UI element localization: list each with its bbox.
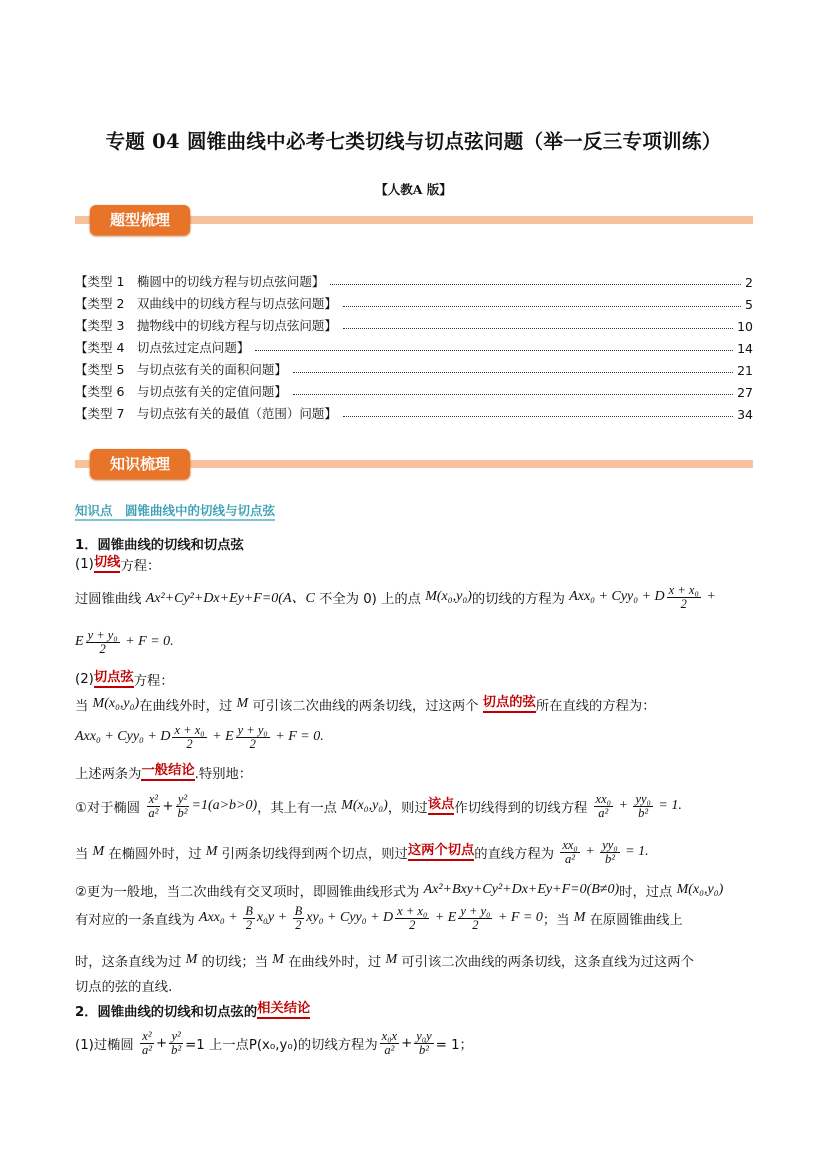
math-expression: +: [614, 798, 632, 813]
toc-page-number: 10: [737, 319, 753, 334]
fraction: [293, 905, 305, 932]
fraction: [176, 793, 190, 820]
math-expression: +: [581, 844, 599, 859]
body-line: [75, 996, 310, 1024]
numerator: x + x₀: [174, 722, 205, 737]
numerator: x + x₀: [397, 903, 428, 918]
denominator: 2: [409, 917, 416, 932]
numerator: B: [294, 903, 303, 918]
body-line: [75, 690, 656, 718]
math-expression: = 1.: [621, 844, 649, 859]
body-line: [75, 971, 172, 999]
math-expression: Ax²+Cy²+Dx+Ey+F=0(A、C: [145, 591, 315, 606]
math-expression: + F = 0.: [121, 634, 174, 649]
text: 切点的弦的直线.: [75, 979, 173, 995]
math-expression: M: [272, 952, 284, 967]
text: 的切线；当: [197, 954, 273, 970]
text: (2): [75, 671, 94, 687]
text: 1．圆锥曲线的切线和切点弦: [75, 537, 244, 553]
body-line: [75, 583, 716, 611]
denominator: 2: [249, 736, 256, 751]
toc-label: 【类型 4 切点弦过定点问题】: [75, 340, 250, 355]
denominator: 2: [186, 736, 193, 751]
denominator: a²: [384, 1042, 395, 1057]
banner-label: 知识梳理: [90, 449, 190, 479]
toc-leader: [293, 394, 733, 395]
denominator: a²: [565, 851, 576, 866]
numerator: B: [245, 903, 253, 918]
denominator: b²: [418, 1042, 429, 1057]
numerator: y₀y: [416, 1028, 432, 1043]
math-expression: Axx₀ + Cyy₀ + D: [569, 589, 665, 604]
toc-label: 【类型 3 抛物线中的切线方程与切点弦问题】: [75, 318, 337, 333]
toc-leader: [343, 416, 733, 417]
toc-label: 【类型 7 与切点弦有关的最值（范围）问题】: [75, 406, 337, 421]
text: 方程：: [133, 673, 174, 689]
fraction: [667, 584, 701, 611]
toc-entry[interactable]: [75, 268, 753, 290]
fraction: [600, 839, 619, 866]
text: 在曲线外时，过: [283, 954, 386, 970]
numerator: y²: [177, 791, 188, 806]
math-expression: =1(a>b>0): [191, 798, 258, 813]
numerator: x + x₀: [668, 582, 699, 597]
math-expression: xy₀ + Cyy₀ + D: [306, 910, 394, 925]
body-line: [75, 904, 683, 932]
math-expression: + E: [431, 910, 457, 925]
knowledge-point-heading[interactable]: 知识点 圆锥曲线中的切线与切点弦: [75, 501, 275, 521]
text: 作切线得到的切线方程: [454, 800, 592, 816]
document-title: 专题 04 圆锥曲线中必考七类切线与切点弦问题（举一反三专项训练）: [105, 130, 722, 153]
body-line: [75, 838, 649, 866]
toc-page-number: 2: [745, 275, 753, 290]
numerator: y + y₀: [87, 627, 118, 642]
text: 引两条切线得到两个切点，则过: [217, 846, 408, 862]
body-line: [75, 946, 694, 974]
text: ，则过: [387, 800, 428, 816]
toc-entry[interactable]: [75, 400, 753, 422]
fraction: [172, 724, 206, 751]
text: ②更为一般地，当二次曲线有交叉项时，即圆锥曲线形式为: [75, 884, 424, 900]
fraction: [236, 724, 270, 751]
body-line: [75, 1029, 473, 1057]
body-line: [75, 628, 174, 656]
math-expression: E: [75, 634, 84, 649]
text: 在曲线外时，过: [139, 698, 237, 714]
fraction: [86, 629, 120, 656]
text: .特别地：: [194, 766, 253, 782]
toc-leader: [293, 372, 733, 373]
math-expression: = 1.: [654, 798, 682, 813]
highlighted-term: 切点的弦: [483, 695, 536, 713]
toc-label: 【类型 2 双曲线中的切线方程与切点弦问题】: [75, 296, 337, 311]
math-expression: M(x₀,y₀): [341, 798, 388, 813]
text: ①对于椭圆: [75, 800, 145, 816]
fraction: [395, 905, 429, 932]
math-expression: M(x₀,y₀): [425, 589, 472, 604]
numerator: yy₀: [602, 837, 618, 852]
toc-leader: [330, 284, 741, 285]
numerator: y + y₀: [460, 903, 491, 918]
body-line: [75, 665, 174, 693]
math-expression: M: [573, 910, 586, 925]
body-line: [75, 550, 160, 578]
highlighted-term: 切线: [94, 555, 121, 573]
text: 的直线方程为: [474, 846, 559, 862]
math-expression: M(x₀,y₀): [676, 882, 724, 897]
numerator: y²: [171, 1028, 181, 1043]
toc-leader: [343, 328, 733, 329]
section-banner-knowledge: [75, 449, 753, 479]
text: 的切线的方程为: [471, 591, 570, 607]
toc-entry[interactable]: [75, 334, 753, 356]
denominator: b²: [604, 851, 615, 866]
fraction: [380, 1030, 399, 1057]
numerator: xx₀: [595, 791, 611, 806]
text: ，其上有一点: [257, 800, 342, 816]
toc-entry[interactable]: [75, 312, 753, 334]
denominator: a²: [148, 805, 159, 820]
text: 在原圆锥曲线上: [585, 912, 683, 928]
math-expression: M: [236, 696, 249, 711]
denominator: 2: [472, 917, 479, 932]
highlighted-term: 一般结论: [141, 763, 194, 781]
math-expression: + F = 0.: [271, 729, 324, 744]
fraction: [140, 1030, 154, 1057]
text: 时，这条直线为过: [75, 954, 186, 970]
text: +: [155, 1035, 168, 1051]
toc-page-number: 5: [745, 297, 753, 312]
fraction: [169, 1030, 183, 1057]
toc-leader: [255, 350, 733, 351]
toc-page-number: 14: [737, 341, 753, 356]
numerator: x₀x: [381, 1028, 398, 1043]
math-expression: M: [205, 844, 218, 859]
math-expression: M: [92, 844, 105, 859]
text: (1)过椭圆: [75, 1037, 138, 1053]
denominator: 2: [99, 641, 106, 656]
table-of-contents: [75, 268, 753, 422]
text: +: [401, 1035, 413, 1051]
text: +: [162, 798, 174, 814]
math-expression: Axx₀ + Cyy₀ + D: [75, 729, 171, 744]
denominator: a²: [598, 805, 609, 820]
numerator: x²: [148, 791, 158, 806]
fraction: [458, 905, 492, 932]
fraction: [594, 793, 613, 820]
highlighted-term: 切点弦: [94, 670, 134, 688]
text: = 1；: [435, 1037, 473, 1053]
toc-entry[interactable]: [75, 378, 753, 400]
math-expression: + F = 0: [494, 910, 543, 925]
highlighted-term: 该点: [428, 797, 455, 815]
toc-label: 【类型 1 椭圆中的切线方程与切点弦问题】: [75, 274, 325, 289]
text: 上述两条为: [75, 766, 142, 782]
math-expression: x₀y +: [256, 910, 291, 925]
math-expression: M: [185, 952, 198, 967]
body-line: [75, 723, 324, 751]
banner-label: 题型梳理: [90, 205, 190, 235]
text: 时，过点: [619, 884, 677, 900]
text: 可引该二次曲线的两条切线，过这两个: [248, 698, 483, 714]
toc-leader: [343, 306, 741, 307]
fraction: [243, 905, 255, 932]
toc-label: 【类型 5 与切点弦有关的面积问题】: [75, 362, 287, 377]
text: 当: [75, 698, 93, 714]
numerator: x²: [142, 1028, 152, 1043]
highlighted-term: 这两个切点: [408, 843, 474, 861]
toc-label: 【类型 6 与切点弦有关的定值问题】: [75, 384, 287, 399]
fraction: [146, 793, 160, 820]
toc-page-number: 21: [737, 363, 753, 378]
edition-label: 【人教A 版】: [375, 182, 452, 197]
body-line: [75, 758, 252, 786]
math-expression: Axx₀ +: [198, 910, 242, 925]
fraction: [633, 793, 652, 820]
text: 在椭圆外时，过: [104, 846, 206, 862]
body-line: [75, 876, 723, 904]
text: 方程：: [120, 558, 161, 574]
denominator: b²: [171, 1042, 182, 1057]
text: 所在直线的方程为：: [535, 698, 656, 714]
toc-entry[interactable]: [75, 290, 753, 312]
math-expression: +: [702, 589, 716, 604]
text: 2．圆锥曲线的切线和切点弦的: [75, 1004, 258, 1020]
text: 不全为 0) 上的点: [314, 591, 426, 607]
text: ；当: [542, 912, 574, 928]
text: (1): [75, 556, 94, 572]
denominator: b²: [177, 805, 188, 820]
highlighted-term: 相关结论: [257, 1001, 310, 1019]
numerator: y + y₀: [237, 722, 268, 737]
fraction: [560, 839, 579, 866]
math-expression: + E: [208, 729, 234, 744]
text: 可引该二次曲线的两条切线，这条直线为过这两个: [397, 954, 694, 970]
text: 有对应的一条直线为: [75, 912, 199, 928]
math-expression: M: [385, 952, 398, 967]
text: =1 上一点P(x₀,y₀)的切线方程为: [185, 1037, 378, 1053]
toc-page-number: 34: [737, 407, 753, 422]
numerator: xx₀: [562, 837, 578, 852]
toc-entry[interactable]: [75, 356, 753, 378]
denominator: 2: [295, 917, 302, 932]
text: 过圆锥曲线: [75, 591, 146, 607]
fraction: [414, 1030, 433, 1057]
section-banner-types: [75, 205, 753, 235]
math-expression: Ax²+Bxy+Cy²+Dx+Ey+F=0(B≠0): [423, 882, 620, 897]
body-line: [75, 792, 682, 820]
denominator: 2: [680, 596, 687, 611]
toc-page-number: 27: [737, 385, 753, 400]
denominator: a²: [141, 1042, 152, 1057]
text: 当: [75, 846, 93, 862]
denominator: b²: [638, 805, 649, 820]
numerator: yy₀: [635, 791, 651, 806]
math-expression: M(x₀,y₀): [92, 696, 140, 711]
denominator: 2: [245, 917, 253, 932]
